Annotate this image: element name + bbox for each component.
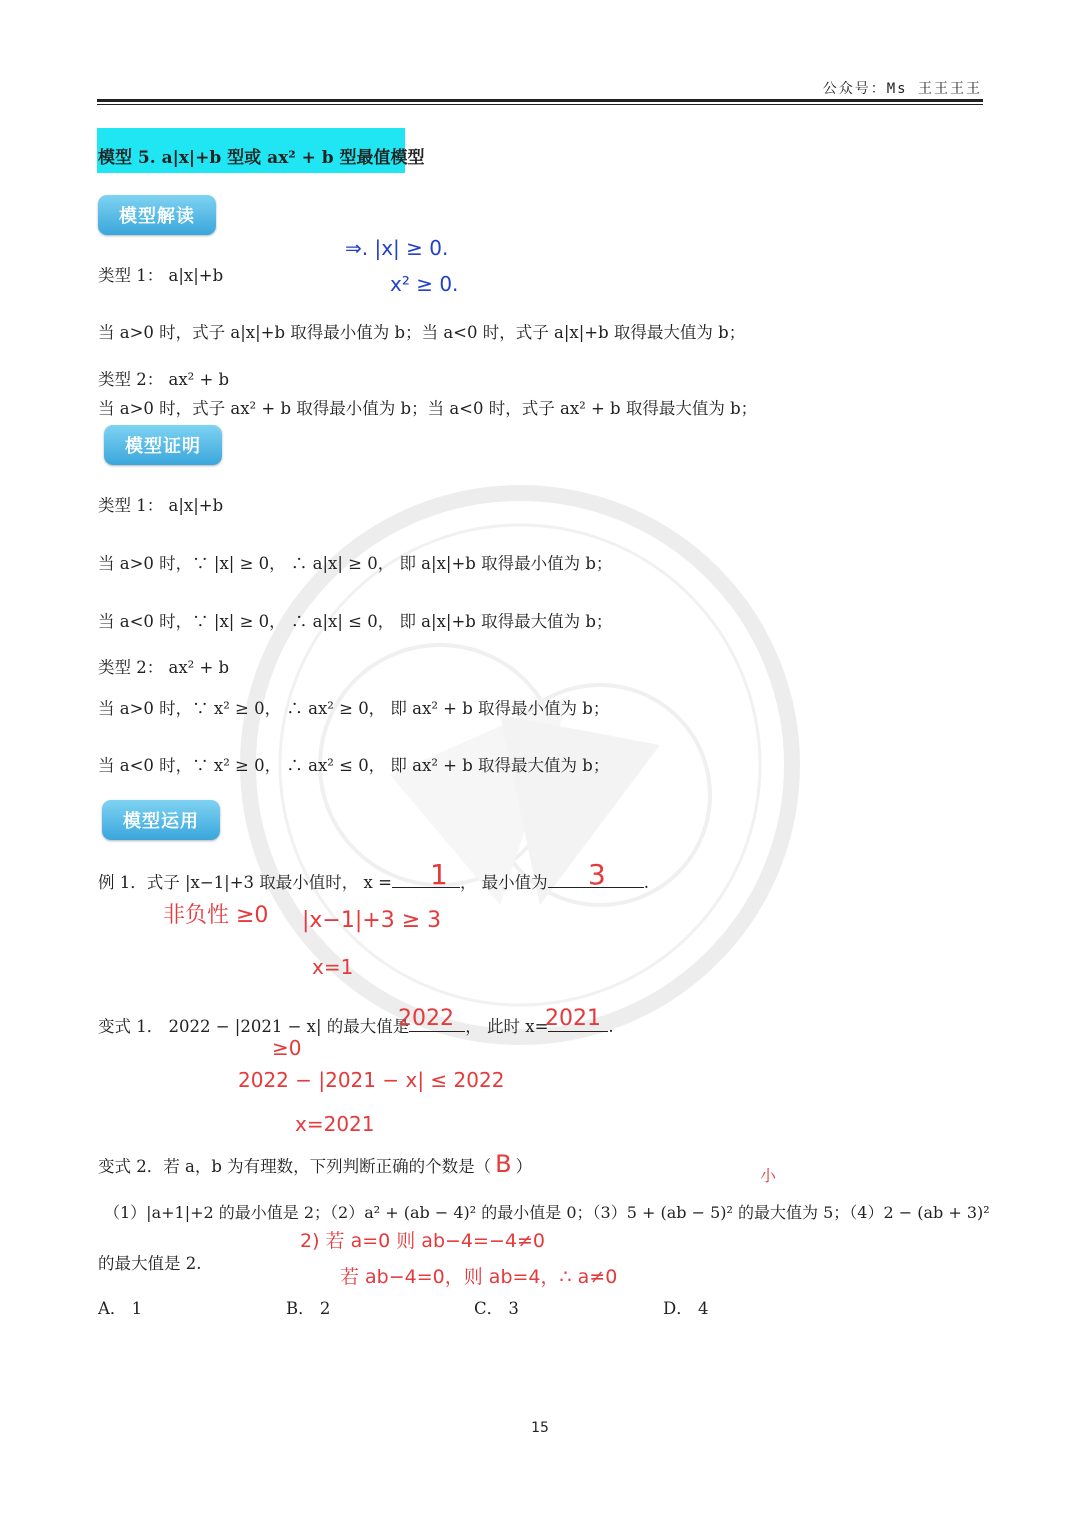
example1-note-ineq: |x−1|+3 ≥ 3 [302, 908, 442, 933]
variant2-answer: B [495, 1150, 512, 1178]
page-number: 15 [531, 1420, 549, 1436]
variant2-item2: （2）a² + (ab − 4)² 的最小值是 0； [330, 1203, 593, 1222]
variant1-answer-max: 2022 [398, 1006, 454, 1031]
variant2-question [98, 1150, 532, 1178]
variant1-end: . [608, 1017, 614, 1036]
model-title: 模型 5. a|x|+b 型或 ax² + b 型最值模型 [98, 148, 425, 168]
variant1-mid: ， 此时 x= [465, 1017, 549, 1036]
variant2-item4: （4）2 − (ab + 3)² [849, 1203, 990, 1222]
handwritten-note-abs: ⇒. |x| ≥ 0. [345, 236, 449, 260]
variant2-items [104, 1200, 990, 1223]
variant2-note-small: 小 [760, 1166, 777, 1185]
interpret-type1-desc: 当 a>0 时，式子 a|x|+b 取得最小值为 b；当 a<0 时，式子 a|x|+b 取得最大值为 b； [98, 323, 746, 342]
proof-line4: 当 a<0 时，∵ x² ≥ 0， ∴ ax² ≤ 0， 即 ax² + b 取得最大值为 b； [98, 756, 610, 775]
example1-answer-min: 3 [588, 858, 606, 891]
proof-line1: 当 a>0 时，∵ |x| ≥ 0， ∴ a|x| ≥ 0， 即 a|x|+b 取得最小值为 b； [98, 554, 613, 573]
example1-note-x: x=1 [312, 955, 354, 979]
proof-type2: 类型 2： ax² + b [98, 658, 230, 677]
section-model-interpret: 模型解读 [98, 195, 216, 235]
variant2-note-case2: 若 ab−4=0，则 ab=4，∴ a≠0 [340, 1266, 618, 1288]
header-rule [97, 99, 983, 102]
variant2-end: ） [515, 1157, 533, 1176]
example1-blank-x [392, 869, 460, 888]
proof-type1: 类型 1： a|x|+b [98, 496, 224, 515]
variant2-prefix: 变式 2．若 a，b 为有理数，下列判断正确的个数是（ [98, 1157, 492, 1176]
variant1-note-ineq: 2022 − |2021 − x| ≤ 2022 [238, 1068, 505, 1092]
example1-note-nonneg: 非负性 ≥0 [163, 903, 269, 928]
header-brand: 公众号：Ms 王王王王 [822, 81, 982, 97]
variant1-note-nonneg: ≥0 [272, 1036, 302, 1060]
variant1-answer-x: 2021 [545, 1006, 601, 1031]
option-a: A． 1 [98, 1299, 143, 1318]
variant2-item4-cont: 的最大值是 2. [98, 1254, 202, 1273]
example1-answer-x: 1 [430, 858, 448, 891]
variant2-note-case1: 2) 若 a=0 则 ab−4=−4≠0 [300, 1230, 545, 1252]
example1-question [98, 869, 649, 893]
option-b: B． 2 [286, 1299, 331, 1318]
section-model-proof: 模型证明 [104, 425, 222, 465]
option-d: D． 4 [663, 1299, 709, 1318]
proof-line2: 当 a<0 时，∵ |x| ≥ 0， ∴ a|x| ≤ 0， 即 a|x|+b 取得最大值为 b； [98, 612, 613, 631]
example1-end: . [643, 873, 649, 892]
option-c: C． 3 [474, 1299, 519, 1318]
variant1-prefix: 变式 1． 2022 − |2021 − x| 的最大值是 [98, 1017, 410, 1036]
variant2-item3: （3）5 + (ab − 5)² 的最大值为 5； [592, 1203, 850, 1222]
section-model-apply: 模型运用 [102, 800, 220, 840]
handwritten-note-square: x² ≥ 0. [390, 272, 459, 296]
interpret-type2-desc: 当 a>0 时，式子 ax² + b 取得最小值为 b；当 a<0 时，式子 ax² + b 取得最大值为 b； [98, 399, 758, 418]
interpret-type2: 类型 2： ax² + b [98, 370, 230, 389]
example1-mid: ， 最小值为 [459, 873, 548, 892]
variant1-note-x: x=2021 [295, 1112, 375, 1136]
variant1-question [98, 1013, 614, 1037]
proof-line3: 当 a>0 时，∵ x² ≥ 0， ∴ ax² ≥ 0， 即 ax² + b 取得最小值为 b； [98, 699, 610, 718]
variant2-item1: （1）|a+1|+2 的最小值是 2； [104, 1203, 331, 1222]
interpret-type1: 类型 1： a|x|+b [98, 266, 224, 285]
header-rule-thin [97, 104, 983, 105]
example1-prefix: 例 1．式子 |x−1|+3 取最小值时， x = [98, 873, 392, 892]
